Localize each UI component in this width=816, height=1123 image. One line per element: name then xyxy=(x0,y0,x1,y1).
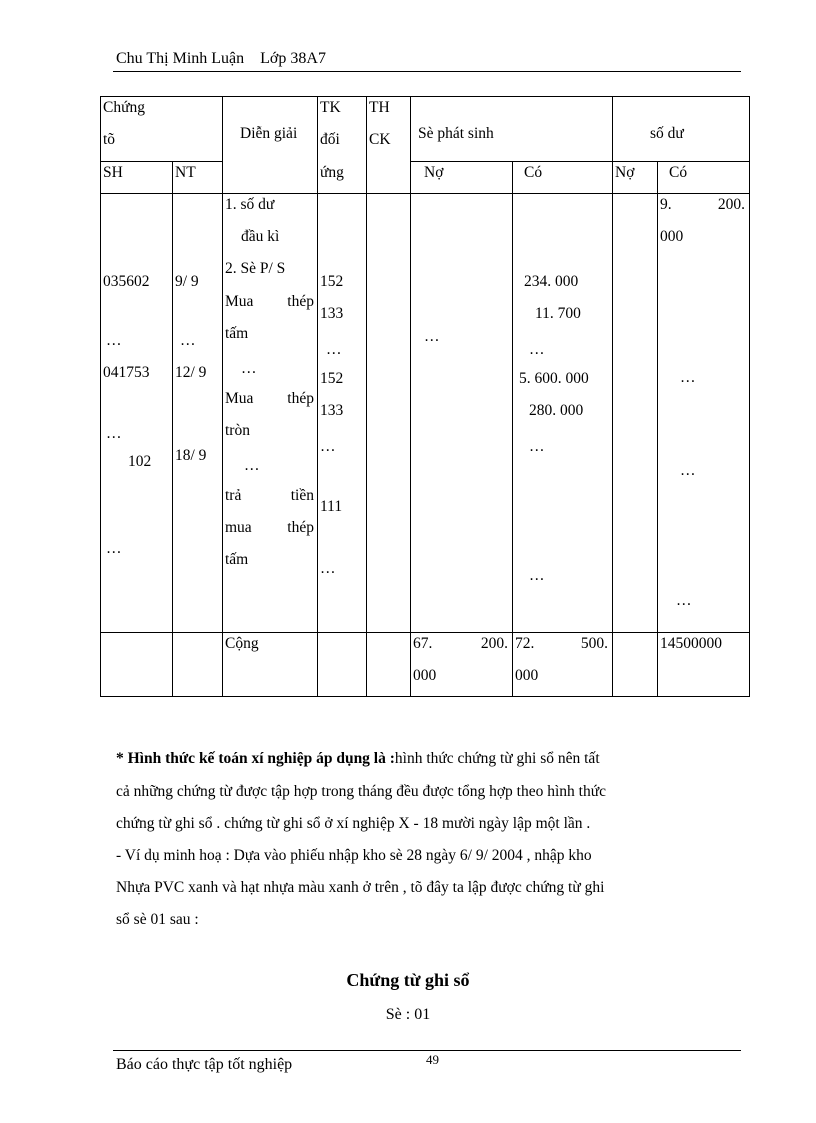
col-ps-co: Có xyxy=(524,164,543,181)
col-tk-3: ứng xyxy=(320,164,344,181)
paragraph-line-3: chứng từ ghi sổ . chứng từ ghi sổ ở xí nghiệp X - 18 mười ngày lập một lần . xyxy=(116,815,591,832)
dg-cell: trả tiền xyxy=(225,487,314,504)
class-name: Lớp 38A7 xyxy=(260,50,326,67)
tk-cell: … xyxy=(326,341,342,358)
page-number: 49 xyxy=(426,1052,439,1067)
dg-cell: Mua thép xyxy=(225,390,314,407)
author-name: Chu Thị Minh Luận xyxy=(116,50,245,67)
col-nt: NT xyxy=(175,164,196,181)
col-sh: SH xyxy=(103,164,123,181)
du-co-cell: 9. 200. xyxy=(660,196,745,213)
total-label: Cộng xyxy=(225,635,259,652)
voucher-number: Sè : 01 xyxy=(385,1006,431,1023)
tk-cell: 152 xyxy=(320,273,344,290)
du-co-cell: … xyxy=(680,369,696,386)
sh-cell: 035602 xyxy=(103,273,150,290)
tk-cell: 133 xyxy=(320,402,344,419)
col-tk-2: đối xyxy=(320,131,340,148)
ps-co-cell: … xyxy=(529,341,545,358)
col-phat-sinh: Sè phát sinh xyxy=(418,125,494,142)
col-tk-1: TK xyxy=(320,99,341,116)
col-dien-giai: Diễn giải xyxy=(240,125,298,142)
sh-cell: … xyxy=(106,332,122,349)
dg-cell: … xyxy=(244,457,260,474)
du-co-cell: … xyxy=(680,462,696,479)
tk-cell: … xyxy=(320,560,336,577)
sh-cell: … xyxy=(106,425,122,442)
paragraph-line-1 xyxy=(116,750,600,768)
total-ps-no-2: 000 xyxy=(413,667,437,684)
dg-cell: … xyxy=(241,360,257,377)
nt-cell: 9/ 9 xyxy=(175,273,199,290)
nt-cell: 18/ 9 xyxy=(175,447,207,464)
tk-cell: 152 xyxy=(320,370,344,387)
ps-co-cell: 234. 000 xyxy=(524,273,579,290)
total-ps-co-2: 000 xyxy=(515,667,539,684)
dg-cell: 1. số dư xyxy=(225,196,275,213)
col-ps-no: Nợ xyxy=(424,164,444,181)
col-th-1: TH xyxy=(369,99,390,116)
ps-no-cell: … xyxy=(424,328,440,345)
tk-cell: 111 xyxy=(320,498,343,515)
col-so-du: số dư xyxy=(650,125,684,142)
voucher-title: Chứng từ ghi sổ xyxy=(346,970,470,990)
dg-cell: Mua thép xyxy=(225,293,314,310)
du-co-cell: … xyxy=(676,592,692,609)
ps-co-cell: 11. 700 xyxy=(535,305,581,322)
sh-cell: 102 xyxy=(128,453,152,470)
col-th-2: CK xyxy=(369,131,391,148)
col-chung-tu-2: tõ xyxy=(103,131,116,148)
ps-co-cell: … xyxy=(529,567,545,584)
paragraph-bold-lead: * Hình thức kế toán xí nghiệp áp dụng là : xyxy=(116,750,395,767)
dg-cell: tấm xyxy=(225,325,249,342)
nt-cell: … xyxy=(180,332,196,349)
sh-cell: 041753 xyxy=(103,364,150,381)
nt-cell: 12/ 9 xyxy=(175,364,207,381)
total-ps-co: 72. 500. xyxy=(515,635,608,652)
footer-rule xyxy=(113,1050,741,1051)
du-co-cell: 000 xyxy=(660,228,684,245)
col-du-no: Nợ xyxy=(615,164,635,181)
paragraph-line-4: - Ví dụ minh hoạ : Dựa vào phiếu nhập kho sè 28 ngày 6/ 9/ 2004 , nhập kho xyxy=(116,847,592,864)
total-ps-no: 67. 200. xyxy=(413,635,508,652)
ps-co-cell: 280. 000 xyxy=(529,402,584,419)
paragraph-line-5: Nhựa PVC xanh và hạt nhựa màu xanh ở trên , tõ đây ta lập được chứng từ ghi xyxy=(116,879,605,896)
ps-co-cell: 5. 600. 000 xyxy=(519,370,589,387)
dg-cell: tròn xyxy=(225,422,250,439)
tk-cell: … xyxy=(320,438,336,455)
sh-cell: … xyxy=(106,540,122,557)
total-du-co: 14500000 xyxy=(660,635,722,652)
footer-title: Báo cáo thực tập tốt nghiệp xyxy=(116,1056,293,1073)
dg-cell: tấm xyxy=(225,551,249,568)
paragraph-line-6: sổ sè 01 sau : xyxy=(116,911,199,928)
dg-cell: đầu kì xyxy=(241,228,280,245)
col-du-co: Có xyxy=(669,164,688,181)
tk-cell: 133 xyxy=(320,305,344,322)
dg-cell: mua thép xyxy=(225,519,314,536)
ps-co-cell: … xyxy=(529,438,545,455)
paragraph-line-1-rest: hình thức chứng từ ghi sổ nên tất xyxy=(394,750,600,767)
col-chung-tu: Chứng xyxy=(103,99,145,116)
dg-cell: 2. Sè P/ S xyxy=(225,260,286,277)
paragraph-line-2: cả những chứng từ được tập hợp trong tháng đều được tổng hợp theo hình thức xyxy=(116,783,606,800)
